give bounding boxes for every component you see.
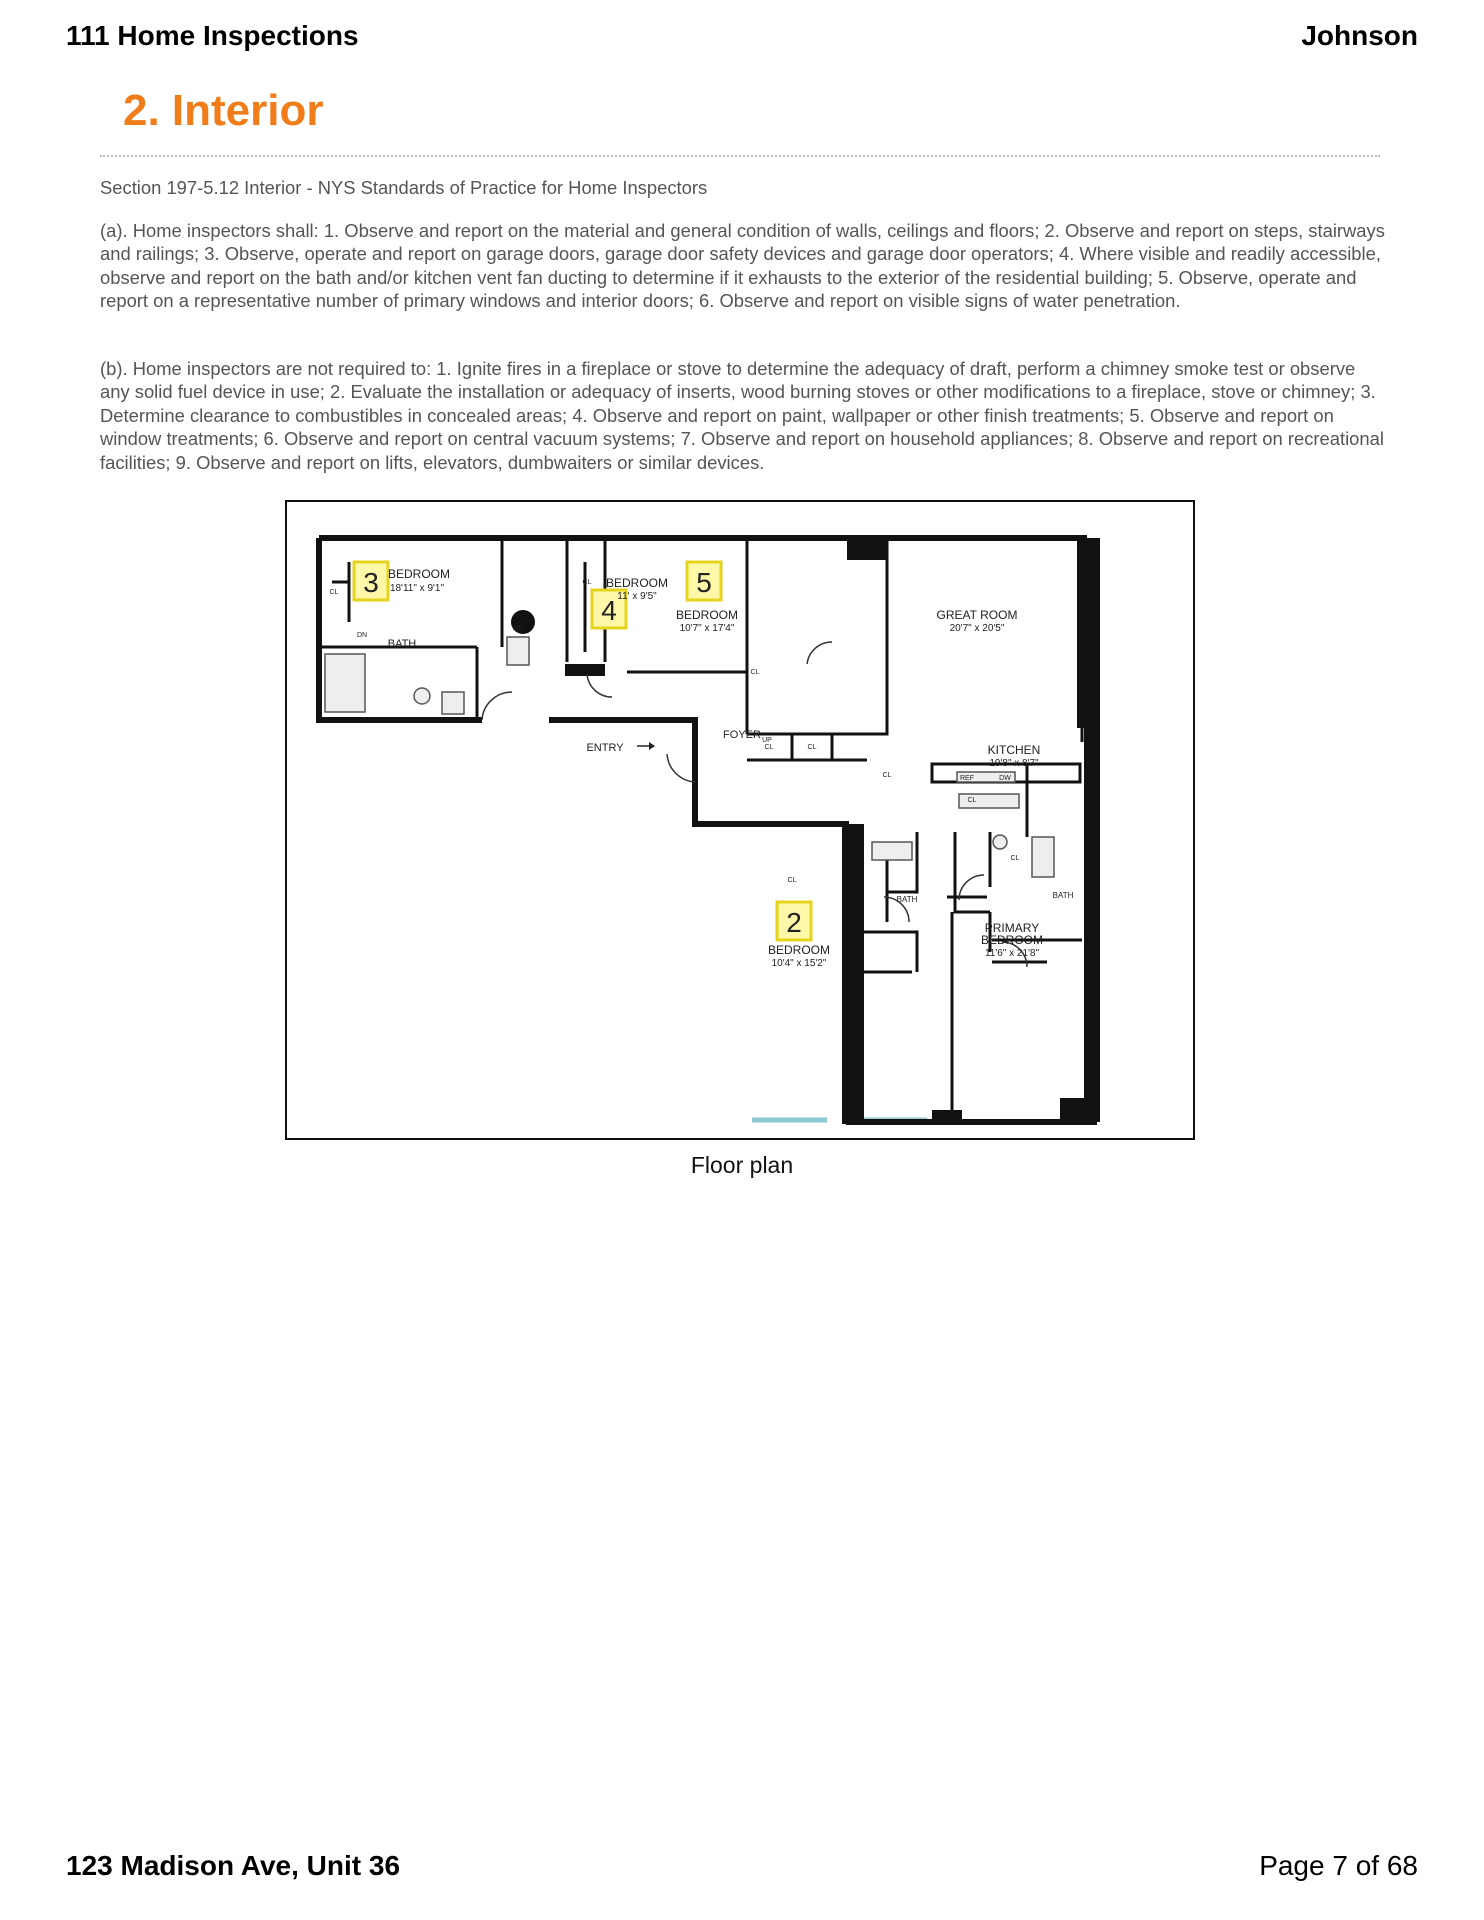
- room-number-5: 5: [696, 567, 712, 598]
- dim-bedroom-3: 18'11" x 9'1": [389, 583, 445, 594]
- floor-plan-drawing: [287, 502, 1193, 1138]
- label-entry: ENTRY: [586, 742, 624, 754]
- closet-label: CL: [787, 877, 797, 884]
- label-primary: PRIMARY: [984, 921, 1040, 935]
- closet-label: CL: [329, 589, 339, 596]
- label-bath-2: BATH: [896, 895, 918, 904]
- label-kitchen: KITCHEN: [987, 743, 1041, 757]
- stairs-up-label: UP: [762, 737, 772, 744]
- dim-bedroom-5: 10'7" x 17'4": [679, 623, 735, 634]
- dim-bedroom-4: 11' x 9'5": [617, 591, 657, 602]
- closet-label: CL: [967, 797, 977, 804]
- dim-bedroom-2: 10'4" x 15'2": [771, 958, 827, 969]
- label-bedroom-5: BEDROOM: [675, 608, 739, 622]
- property-address: 123 Madison Ave, Unit 36: [66, 1850, 401, 1881]
- label-bedroom-2: BEDROOM: [767, 943, 831, 957]
- client-name: Johnson: [1301, 20, 1418, 51]
- closet-label: CL: [750, 669, 760, 676]
- stairs-down-label: DN: [356, 632, 368, 639]
- room-number-4: 4: [601, 595, 617, 626]
- dim-great-room: 20'7" x 20'5": [949, 623, 1005, 634]
- closet-label: CL: [882, 772, 892, 779]
- standards-reference: Section 197-5.12 Interior - NYS Standards of Practice for Home Inspectors: [100, 177, 708, 198]
- closet-label: CL: [807, 744, 817, 751]
- figure-caption: Floor plan: [690, 1152, 794, 1178]
- room-number-2: 2: [786, 907, 802, 938]
- label-great-room: GREAT ROOM: [936, 608, 1018, 622]
- section-divider: [100, 155, 1380, 157]
- closet-label: CL: [764, 744, 774, 751]
- label-bedroom-4: BEDROOM: [605, 576, 669, 590]
- page-number: Page 7 of 68: [1259, 1850, 1418, 1881]
- washer-dryer-label: WD: [512, 625, 524, 632]
- room-number-3: 3: [363, 567, 379, 598]
- floor-plan-image: [285, 500, 1195, 1140]
- paragraph-a: (a). Home inspectors shall: 1. Observe and report on the material and general condition of walls, ceilings and floors; 2. Observe and report on steps, stairways and railings; 3. Observe, operate and report on garage doors, garage door safety devices and garage door operators; 4. Where visible and readily accessible, observe and report on the bath and/or kitchen vent fan ducting to determine if it exhausts to the exterior of the residential building; 5. Observe, operate and report on a representative number of primary windows and interior doors; 6. Observe and report on visible signs of water penetration.: [100, 220, 1385, 312]
- dim-kitchen: 19'8" x 8'7": [989, 758, 1039, 769]
- dim-primary-bedroom: 11'6" x 21'8": [984, 948, 1040, 959]
- label-primary-bedroom: BEDROOM: [980, 933, 1044, 947]
- company-name: 111 Home Inspections: [66, 20, 359, 51]
- label-bedroom-3: BEDROOM: [387, 567, 451, 581]
- dishwasher-label: DW: [999, 775, 1011, 782]
- section-title: 2. Interior: [123, 86, 324, 135]
- refrigerator-label: REF: [960, 775, 974, 782]
- label-bath: BATH: [387, 638, 417, 650]
- paragraph-b: (b). Home inspectors are not required to: 1. Ignite fires in a fireplace or stove to determine the adequacy of draft, perform a chimney smoke test or observe any solid fuel device in use; 2. Evaluate the installation or adequacy of inserts, wood burning stoves or other modifications to a fireplace, stove or chimney; 3. Determine clearance to combustibles in concealed areas; 4. Observe and report on paint, wallpaper or other finish treatments; 5. Observe and report on window treatments; 6. Observe and report on central vacuum systems; 7. Observe and report on household appliances; 8. Observe and report on recreational facilities; 9. Observe and report on lifts, elevators, dumbwaiters or similar devices.: [100, 358, 1384, 473]
- label-bath-3: BATH: [1052, 891, 1074, 900]
- label-foyer: FOYER: [723, 729, 761, 741]
- closet-label: CL: [1010, 855, 1020, 862]
- closet-label: CL: [582, 579, 592, 586]
